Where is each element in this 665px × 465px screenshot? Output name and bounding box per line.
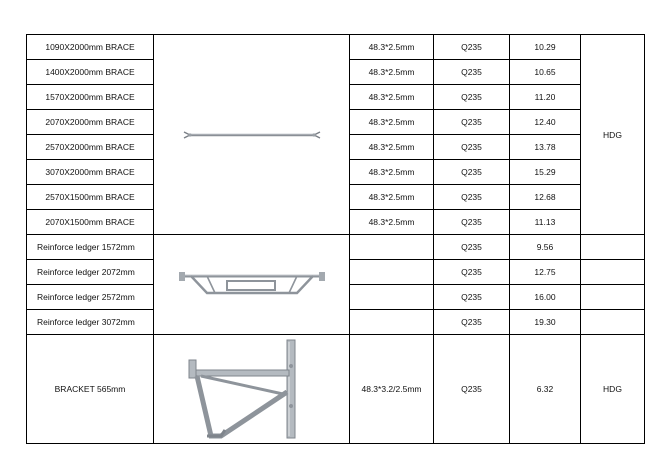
material: Q235 bbox=[434, 135, 510, 160]
table-row bbox=[27, 335, 645, 444]
weight: 11.20 bbox=[510, 85, 581, 110]
reinforce-ledger-image bbox=[177, 269, 327, 301]
finish bbox=[581, 235, 645, 260]
material: Q235 bbox=[434, 85, 510, 110]
material: Q235 bbox=[434, 160, 510, 185]
product-name: 2070X2000mm BRACE bbox=[27, 110, 154, 135]
brace-image-cell bbox=[154, 35, 350, 235]
material: Q235 bbox=[434, 60, 510, 85]
size: 48.3*3.2/2.5mm bbox=[350, 335, 434, 444]
material: Q235 bbox=[434, 335, 510, 444]
weight: 12.40 bbox=[510, 110, 581, 135]
size: 48.3*2.5mm bbox=[350, 110, 434, 135]
size: 48.3*2.5mm bbox=[350, 185, 434, 210]
product-name: Reinforce ledger 3072mm bbox=[27, 310, 154, 335]
size bbox=[350, 285, 434, 310]
product-name: 1570X2000mm BRACE bbox=[27, 85, 154, 110]
product-spec-table bbox=[26, 34, 645, 444]
material: Q235 bbox=[434, 110, 510, 135]
material: Q235 bbox=[434, 185, 510, 210]
table-row bbox=[27, 235, 645, 260]
finish bbox=[581, 285, 645, 310]
weight: 11.13 bbox=[510, 210, 581, 235]
weight: 19.30 bbox=[510, 310, 581, 335]
size: 48.3*2.5mm bbox=[350, 35, 434, 60]
ledger-image-cell bbox=[154, 235, 350, 335]
size: 48.3*2.5mm bbox=[350, 160, 434, 185]
size bbox=[350, 310, 434, 335]
product-name: Reinforce ledger 2572mm bbox=[27, 285, 154, 310]
product-name: BRACKET 565mm bbox=[27, 335, 154, 444]
size: 48.3*2.5mm bbox=[350, 210, 434, 235]
product-name: 2070X1500mm BRACE bbox=[27, 210, 154, 235]
weight: 6.32 bbox=[510, 335, 581, 444]
material: Q235 bbox=[434, 210, 510, 235]
weight: 16.00 bbox=[510, 285, 581, 310]
weight: 12.75 bbox=[510, 260, 581, 285]
finish: HDG bbox=[581, 35, 645, 235]
material: Q235 bbox=[434, 285, 510, 310]
material: Q235 bbox=[434, 310, 510, 335]
product-name: Reinforce ledger 2072mm bbox=[27, 260, 154, 285]
size: 48.3*2.5mm bbox=[350, 60, 434, 85]
weight: 10.29 bbox=[510, 35, 581, 60]
product-name: 3070X2000mm BRACE bbox=[27, 160, 154, 185]
material: Q235 bbox=[434, 35, 510, 60]
finish bbox=[581, 310, 645, 335]
weight: 15.29 bbox=[510, 160, 581, 185]
finish bbox=[581, 260, 645, 285]
weight: 13.78 bbox=[510, 135, 581, 160]
product-name: 1090X2000mm BRACE bbox=[27, 35, 154, 60]
size: 48.3*2.5mm bbox=[350, 85, 434, 110]
table-row bbox=[27, 35, 645, 60]
size bbox=[350, 260, 434, 285]
weight: 9.56 bbox=[510, 235, 581, 260]
product-name: Reinforce ledger 1572mm bbox=[27, 235, 154, 260]
bracket-image bbox=[177, 336, 327, 442]
bracket-image-cell bbox=[154, 335, 350, 444]
product-name: 2570X2000mm BRACE bbox=[27, 135, 154, 160]
product-name: 1400X2000mm BRACE bbox=[27, 60, 154, 85]
material: Q235 bbox=[434, 260, 510, 285]
material: Q235 bbox=[434, 235, 510, 260]
size bbox=[350, 235, 434, 260]
finish: HDG bbox=[581, 335, 645, 444]
size: 48.3*2.5mm bbox=[350, 135, 434, 160]
product-name: 2570X1500mm BRACE bbox=[27, 185, 154, 210]
weight: 10.65 bbox=[510, 60, 581, 85]
weight: 12.68 bbox=[510, 185, 581, 210]
brace-image bbox=[182, 128, 322, 142]
